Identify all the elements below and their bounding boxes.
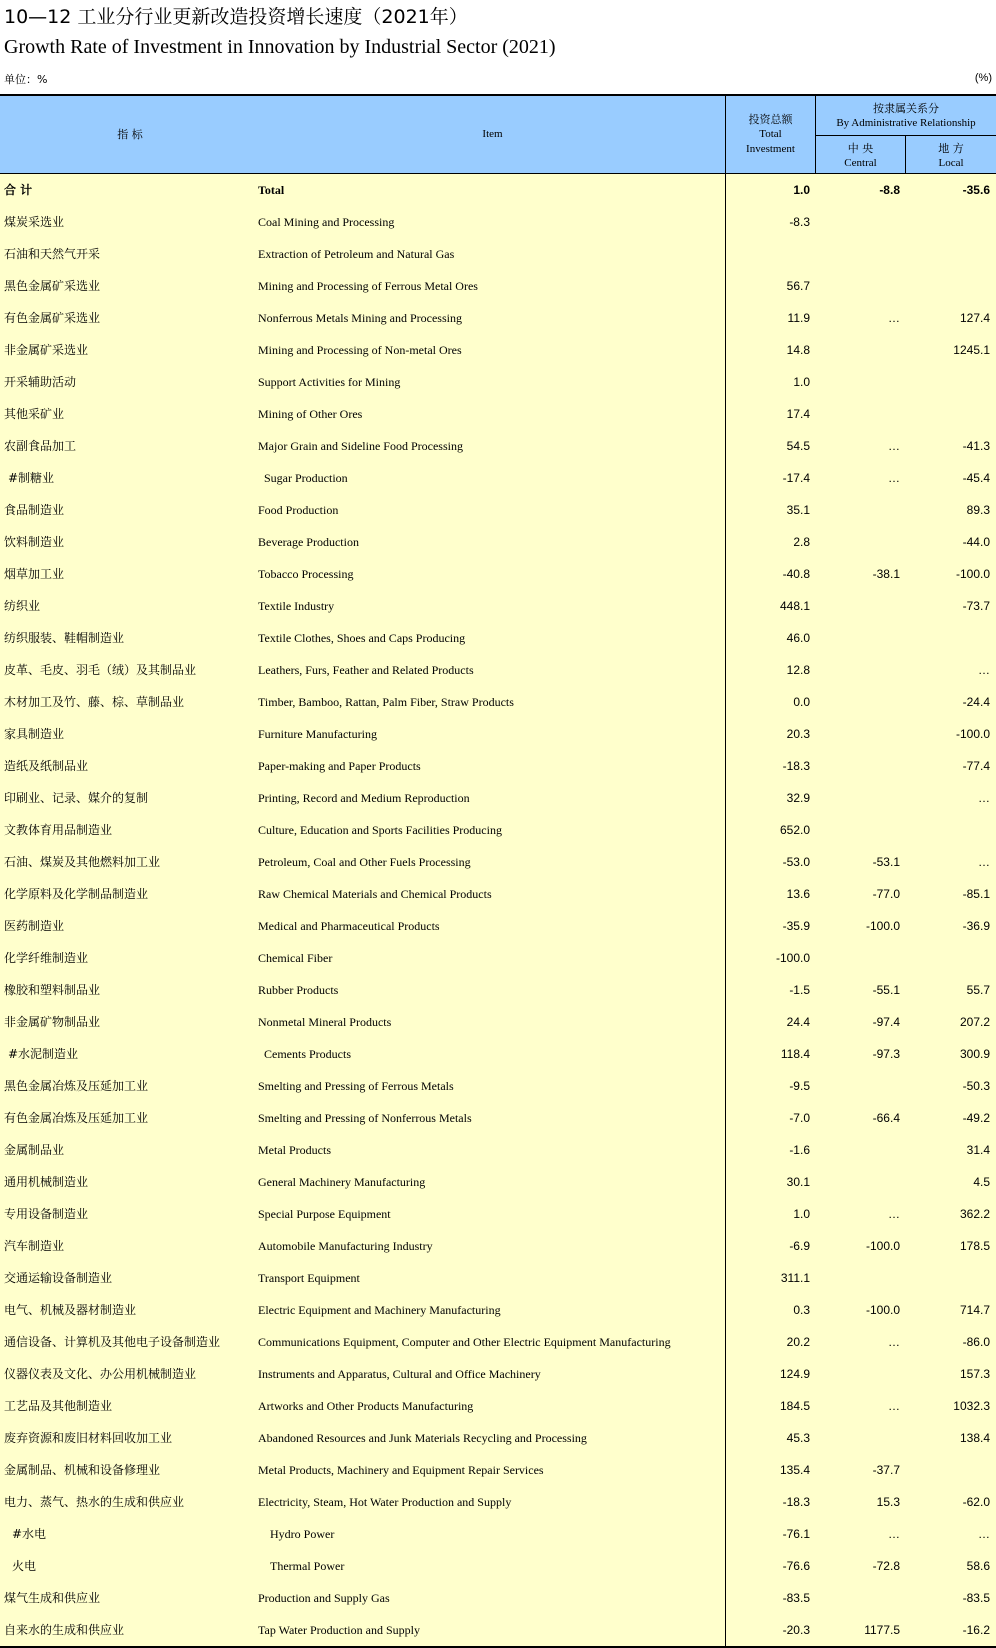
value-local: -45.4 bbox=[962, 471, 990, 485]
row-label-cn: 黑色金属矿采选业 bbox=[4, 279, 101, 293]
row-label-en: Metal Products bbox=[258, 1143, 331, 1157]
table-row bbox=[0, 1038, 996, 1070]
row-label-en: Textile Industry bbox=[258, 599, 335, 613]
row-label-en: Special Purpose Equipment bbox=[258, 1207, 391, 1221]
value-total: 17.4 bbox=[786, 407, 810, 421]
value-total: 24.4 bbox=[786, 1015, 810, 1029]
header-local-en: Local bbox=[938, 157, 964, 169]
row-label-en: Furniture Manufacturing bbox=[258, 727, 377, 741]
value-central: -66.4 bbox=[872, 1111, 900, 1125]
value-local: -77.4 bbox=[962, 759, 990, 773]
header-item: Item bbox=[482, 128, 503, 140]
row-label-en: Rubber Products bbox=[258, 983, 339, 997]
row-label-en: Automobile Manufacturing Industry bbox=[258, 1239, 433, 1253]
value-central: -100.0 bbox=[865, 919, 900, 933]
table-row bbox=[0, 1102, 996, 1134]
value-total: -76.1 bbox=[782, 1527, 810, 1541]
row-label-en: Paper-making and Paper Products bbox=[258, 759, 421, 773]
row-label-en: Instruments and Apparatus, Cultural and Office Machinery bbox=[258, 1367, 541, 1381]
row-label-en: Support Activities for Mining bbox=[258, 375, 401, 389]
value-total: 652.0 bbox=[779, 823, 810, 837]
row-label-en: Raw Chemical Materials and Chemical Products bbox=[258, 887, 492, 901]
row-label-cn: 黑色金属冶炼及压延加工业 bbox=[4, 1079, 149, 1093]
row-label-en: Medical and Pharmaceutical Products bbox=[258, 919, 440, 933]
table-row bbox=[0, 1198, 996, 1230]
table-row bbox=[0, 718, 996, 750]
row-label-cn: 化学原料及化学制品制造业 bbox=[4, 887, 149, 901]
row-label-en: Smelting and Pressing of Ferrous Metals bbox=[258, 1079, 454, 1093]
row-label-cn: 电气、机械及器材制造业 bbox=[4, 1303, 137, 1317]
row-label-en: Thermal Power bbox=[270, 1559, 345, 1573]
row-label-en: Nonferrous Metals Mining and Processing bbox=[258, 311, 462, 325]
value-local: 58.6 bbox=[966, 1559, 990, 1573]
table-row bbox=[0, 238, 996, 270]
value-total: 0.3 bbox=[793, 1303, 810, 1317]
header-indicator: 指 标 bbox=[117, 128, 143, 141]
row-label-cn: 金属制品、机械和设备修理业 bbox=[4, 1463, 161, 1477]
value-total: -1.6 bbox=[789, 1143, 810, 1157]
value-local: 207.2 bbox=[959, 1015, 990, 1029]
row-label-en: Leathers, Furs, Feather and Related Products bbox=[258, 663, 474, 677]
header-total-cn: 投资总额 bbox=[748, 113, 793, 126]
row-label-en: Smelting and Pressing of Nonferrous Metals bbox=[258, 1111, 472, 1125]
value-total: 11.9 bbox=[787, 311, 810, 325]
value-central: -53.1 bbox=[872, 855, 900, 869]
value-total: -20.3 bbox=[782, 1623, 810, 1637]
value-total: -35.9 bbox=[782, 919, 810, 933]
row-label-cn: 通用机械制造业 bbox=[4, 1175, 89, 1189]
value-local: -24.4 bbox=[962, 695, 990, 709]
value-central: -77.0 bbox=[872, 887, 900, 901]
table-row bbox=[0, 814, 996, 846]
row-label-cn: 自来水的生成和供应业 bbox=[4, 1623, 125, 1637]
value-total: -76.6 bbox=[782, 1559, 810, 1573]
row-label-cn: 橡胶和塑料制品业 bbox=[4, 983, 101, 997]
table-row bbox=[0, 1230, 996, 1262]
table-body bbox=[0, 174, 996, 1646]
value-central: … bbox=[888, 311, 900, 325]
row-label-en: Mining and Processing of Non-metal Ores bbox=[258, 343, 462, 357]
value-total: -18.3 bbox=[782, 759, 810, 773]
value-central: … bbox=[888, 471, 900, 485]
value-local: … bbox=[978, 855, 990, 869]
value-local: -73.7 bbox=[962, 599, 990, 613]
table-row bbox=[0, 1358, 996, 1390]
table-row bbox=[0, 1134, 996, 1166]
value-total: -53.0 bbox=[782, 855, 810, 869]
value-total: 14.8 bbox=[786, 343, 810, 357]
value-local: -50.3 bbox=[962, 1079, 990, 1093]
header-group-en: By Administrative Relationship bbox=[836, 116, 976, 129]
row-label-en: Tap Water Production and Supply bbox=[258, 1623, 420, 1637]
row-label-en: Food Production bbox=[258, 503, 339, 517]
table-row bbox=[0, 1454, 996, 1486]
table-row bbox=[0, 1518, 996, 1550]
value-total: 46.0 bbox=[786, 631, 810, 645]
value-total: 1.0 bbox=[793, 375, 810, 389]
table-row bbox=[0, 654, 996, 686]
value-central: -97.3 bbox=[872, 1047, 900, 1061]
value-local: 138.4 bbox=[959, 1431, 990, 1445]
table-row bbox=[0, 1166, 996, 1198]
row-label-en: General Machinery Manufacturing bbox=[258, 1175, 426, 1189]
row-label-en: Abandoned Resources and Junk Materials Recycling and Processing bbox=[258, 1431, 587, 1445]
value-total: -83.5 bbox=[782, 1591, 810, 1605]
row-label-en: Communications Equipment, Computer and Other Electric Equipment Manufacturing bbox=[258, 1335, 671, 1349]
row-label-en: Petroleum, Coal and Other Fuels Processing bbox=[258, 855, 471, 869]
row-label-en: Cements Products bbox=[264, 1047, 351, 1061]
value-central: … bbox=[888, 1527, 900, 1541]
value-total: -100.0 bbox=[775, 951, 810, 965]
value-local: 4.5 bbox=[973, 1175, 990, 1189]
table-row bbox=[0, 270, 996, 302]
value-central: -38.1 bbox=[872, 567, 900, 581]
row-label-cn: 化学纤维制造业 bbox=[4, 951, 89, 965]
value-total: -40.8 bbox=[782, 567, 810, 581]
value-local: -100.0 bbox=[955, 567, 990, 581]
value-central: -100.0 bbox=[865, 1239, 900, 1253]
row-label-cn: 烟草加工业 bbox=[4, 567, 65, 581]
value-total: 12.8 bbox=[786, 663, 810, 677]
row-label-en: Metal Products, Machinery and Equipment Repair Services bbox=[258, 1463, 544, 1477]
row-label-cn: #水泥制造业 bbox=[8, 1047, 79, 1061]
row-label-cn: 皮革、毛皮、羽毛（绒）及其制品业 bbox=[4, 663, 197, 677]
page-title-cn: 10—12 工业分行业更新改造投资增长速度（2021年） bbox=[4, 6, 468, 28]
row-label-en: Total bbox=[258, 183, 285, 197]
table-row bbox=[0, 622, 996, 654]
value-local: 1032.3 bbox=[953, 1399, 990, 1413]
unit-label: 单位：% bbox=[4, 73, 48, 86]
row-label-en: Nonmetal Mineral Products bbox=[258, 1015, 392, 1029]
table-row bbox=[0, 558, 996, 590]
row-label-cn: 火电 bbox=[12, 1559, 37, 1573]
value-central: -55.1 bbox=[872, 983, 900, 997]
table-row bbox=[0, 782, 996, 814]
header-central-en: Central bbox=[844, 157, 877, 169]
value-local: 362.2 bbox=[959, 1207, 990, 1221]
table-row bbox=[0, 1326, 996, 1358]
value-total: 32.9 bbox=[786, 791, 810, 805]
value-local: -16.2 bbox=[962, 1623, 990, 1637]
table-row bbox=[0, 334, 996, 366]
value-central: -100.0 bbox=[865, 1303, 900, 1317]
value-local: -85.1 bbox=[962, 887, 990, 901]
table-row bbox=[0, 366, 996, 398]
value-total: 45.3 bbox=[786, 1431, 810, 1445]
row-label-cn: 有色金属冶炼及压延加工业 bbox=[4, 1111, 149, 1125]
row-label-cn: 合 计 bbox=[4, 183, 33, 197]
table-row bbox=[0, 1390, 996, 1422]
table-row bbox=[0, 974, 996, 1006]
value-total: 20.3 bbox=[786, 727, 810, 741]
row-label-cn: 交通运输设备制造业 bbox=[4, 1271, 113, 1285]
table-row bbox=[0, 526, 996, 558]
table-row bbox=[0, 590, 996, 622]
value-total: 1.0 bbox=[793, 1207, 810, 1221]
value-local: 89.3 bbox=[966, 503, 990, 517]
value-central: 1177.5 bbox=[864, 1623, 900, 1637]
value-central: … bbox=[888, 439, 900, 453]
table-row bbox=[0, 750, 996, 782]
value-local: -36.9 bbox=[962, 919, 990, 933]
row-label-en: Culture, Education and Sports Facilities Producing bbox=[258, 823, 502, 837]
row-label-en: Mining of Other Ores bbox=[258, 407, 363, 421]
row-label-en: Hydro Power bbox=[270, 1527, 335, 1541]
value-total: 20.2 bbox=[786, 1335, 810, 1349]
row-label-cn: 石油和天然气开采 bbox=[4, 247, 101, 261]
row-label-en: Mining and Processing of Ferrous Metal Ores bbox=[258, 279, 478, 293]
table-row bbox=[0, 398, 996, 430]
row-label-en: Sugar Production bbox=[264, 471, 348, 485]
value-total: 124.9 bbox=[779, 1367, 810, 1381]
row-label-cn: 非金属矿物制品业 bbox=[4, 1015, 101, 1029]
value-local: -35.6 bbox=[962, 183, 990, 197]
table-row bbox=[0, 878, 996, 910]
value-central: … bbox=[888, 1335, 900, 1349]
value-central: -72.8 bbox=[872, 1559, 900, 1573]
value-central: … bbox=[888, 1399, 900, 1413]
header-local-cn: 地 方 bbox=[938, 142, 964, 155]
row-label-cn: 煤气生成和供应业 bbox=[4, 1591, 101, 1605]
table-row bbox=[0, 302, 996, 334]
value-local: … bbox=[978, 791, 990, 805]
table-row bbox=[0, 1262, 996, 1294]
table-row bbox=[0, 1070, 996, 1102]
data-table bbox=[0, 94, 996, 1646]
value-local: -86.0 bbox=[962, 1335, 990, 1349]
row-label-cn: 石油、煤炭及其他燃料加工业 bbox=[4, 855, 161, 869]
row-label-cn: 通信设备、计算机及其他电子设备制造业 bbox=[4, 1335, 221, 1349]
row-label-en: Extraction of Petroleum and Natural Gas bbox=[258, 247, 455, 261]
row-label-cn: #水电 bbox=[12, 1527, 47, 1541]
table-row bbox=[0, 686, 996, 718]
row-label-cn: 煤炭采选业 bbox=[4, 215, 65, 229]
table-row bbox=[0, 1550, 996, 1582]
row-label-en: Beverage Production bbox=[258, 535, 359, 549]
row-label-cn: 仪器仪表及文化、办公用机械制造业 bbox=[4, 1367, 197, 1381]
value-local: 157.3 bbox=[959, 1367, 990, 1381]
value-total: -9.5 bbox=[789, 1079, 810, 1093]
value-total: -8.3 bbox=[789, 215, 810, 229]
value-central: -37.7 bbox=[872, 1463, 900, 1477]
row-label-cn: 农副食品加工 bbox=[4, 439, 77, 453]
row-label-cn: 纺织服装、鞋帽制造业 bbox=[4, 631, 125, 645]
table-row bbox=[0, 1582, 996, 1614]
row-label-cn: 金属制品业 bbox=[4, 1143, 65, 1157]
row-label-en: Timber, Bamboo, Rattan, Palm Fiber, Straw Products bbox=[258, 695, 514, 709]
value-total: -1.5 bbox=[789, 983, 810, 997]
table-row bbox=[0, 1486, 996, 1518]
row-label-en: Tobacco Processing bbox=[258, 567, 354, 581]
value-total: 30.1 bbox=[786, 1175, 810, 1189]
header-admin-group bbox=[815, 96, 996, 136]
value-total: -7.0 bbox=[789, 1111, 810, 1125]
value-local: 31.4 bbox=[966, 1143, 990, 1157]
value-total: -17.4 bbox=[782, 471, 810, 485]
row-label-cn: 家具制造业 bbox=[4, 727, 65, 741]
row-label-cn: 造纸及纸制品业 bbox=[4, 759, 89, 773]
table-row bbox=[0, 846, 996, 878]
header-total bbox=[725, 96, 815, 173]
value-local: … bbox=[978, 663, 990, 677]
table-header bbox=[0, 94, 996, 174]
value-local: -41.3 bbox=[962, 439, 990, 453]
row-label-cn: 文教体育用品制造业 bbox=[4, 823, 113, 837]
value-total: 311.1 bbox=[780, 1271, 810, 1285]
table-row bbox=[0, 430, 996, 462]
table-row bbox=[0, 1422, 996, 1454]
value-local: 1245.1 bbox=[953, 343, 990, 357]
value-total: -18.3 bbox=[782, 1495, 810, 1509]
row-label-cn: 开采辅助活动 bbox=[4, 375, 77, 389]
value-total: 2.8 bbox=[793, 535, 810, 549]
value-local: -83.5 bbox=[962, 1591, 990, 1605]
row-label-en: Major Grain and Sideline Food Processing bbox=[258, 439, 463, 453]
value-central: -97.4 bbox=[872, 1015, 900, 1029]
value-local: … bbox=[978, 1527, 990, 1541]
header-central bbox=[815, 136, 905, 176]
value-total: 13.6 bbox=[786, 887, 810, 901]
value-total: 0.0 bbox=[793, 695, 810, 709]
row-label-cn: #制糖业 bbox=[8, 471, 55, 485]
unit-percent-label: (%) bbox=[974, 72, 992, 84]
value-total: 118.4 bbox=[780, 1047, 810, 1061]
value-central: … bbox=[888, 1207, 900, 1221]
row-label-cn: 印刷业、记录、媒介的复制 bbox=[4, 791, 149, 805]
row-label-cn: 纺织业 bbox=[4, 599, 41, 613]
value-total: 35.1 bbox=[786, 503, 810, 517]
value-local: 300.9 bbox=[959, 1047, 990, 1061]
row-label-cn: 专用设备制造业 bbox=[4, 1207, 89, 1221]
value-central: 15.3 bbox=[876, 1495, 900, 1509]
value-local: 127.4 bbox=[959, 311, 990, 325]
value-local: 55.7 bbox=[966, 983, 990, 997]
table-row bbox=[0, 206, 996, 238]
row-label-cn: 饮料制造业 bbox=[4, 535, 65, 549]
table-row bbox=[0, 1006, 996, 1038]
header-group-cn: 按隶属关系分 bbox=[873, 101, 939, 115]
row-label-cn: 电力、蒸气、热水的生成和供应业 bbox=[4, 1495, 185, 1509]
value-total: 448.1 bbox=[779, 599, 810, 613]
header-total-en1: Total bbox=[759, 128, 782, 140]
header-local bbox=[905, 136, 996, 176]
value-central: -8.8 bbox=[879, 183, 900, 197]
row-label-cn: 汽车制造业 bbox=[4, 1239, 65, 1253]
value-total: 54.5 bbox=[786, 439, 810, 453]
value-local: -44.0 bbox=[962, 535, 990, 549]
table-row bbox=[0, 942, 996, 974]
page-title-en: Growth Rate of Investment in Innovation by Industrial Sector (2021) bbox=[4, 36, 556, 58]
row-label-en: Artworks and Other Products Manufacturing bbox=[258, 1399, 474, 1413]
table-row bbox=[0, 1614, 996, 1646]
row-label-en: Chemical Fiber bbox=[258, 951, 333, 965]
value-local: -62.0 bbox=[962, 1495, 990, 1509]
row-label-en: Textile Clothes, Shoes and Caps Producing bbox=[258, 631, 466, 645]
row-label-cn: 废弃资源和废旧材料回收加工业 bbox=[4, 1431, 173, 1445]
table-row bbox=[0, 1294, 996, 1326]
value-total: -6.9 bbox=[789, 1239, 810, 1253]
value-local: 178.5 bbox=[959, 1239, 990, 1253]
row-label-en: Transport Equipment bbox=[258, 1271, 360, 1285]
table-row bbox=[0, 462, 996, 494]
header-total-en2: Investment bbox=[746, 143, 795, 155]
row-label-en: Coal Mining and Processing bbox=[258, 215, 395, 229]
value-local: 714.7 bbox=[959, 1303, 990, 1317]
row-label-en: Electric Equipment and Machinery Manufacturing bbox=[258, 1303, 501, 1317]
row-label-en: Production and Supply Gas bbox=[258, 1591, 390, 1605]
row-label-cn: 工艺品及其他制造业 bbox=[4, 1399, 113, 1413]
value-total: 184.5 bbox=[779, 1399, 810, 1413]
row-label-cn: 木材加工及竹、藤、棕、草制品业 bbox=[4, 695, 185, 709]
value-local: -49.2 bbox=[962, 1111, 990, 1125]
row-label-cn: 医药制造业 bbox=[4, 919, 65, 933]
value-total: 56.7 bbox=[786, 279, 810, 293]
row-label-cn: 有色金属矿采选业 bbox=[4, 311, 101, 325]
row-label-cn: 食品制造业 bbox=[4, 503, 65, 517]
table-row bbox=[0, 910, 996, 942]
row-label-en: Printing, Record and Medium Reproduction bbox=[258, 791, 470, 805]
row-label-en: Electricity, Steam, Hot Water Production and Supply bbox=[258, 1495, 512, 1509]
row-label-cn: 其他采矿业 bbox=[4, 407, 65, 421]
table-row bbox=[0, 174, 996, 206]
table-row bbox=[0, 494, 996, 526]
value-total: 1.0 bbox=[793, 183, 810, 197]
header-central-cn: 中 央 bbox=[847, 142, 874, 155]
value-local: -100.0 bbox=[955, 727, 990, 741]
row-label-cn: 非金属矿采选业 bbox=[4, 343, 89, 357]
value-total: 135.4 bbox=[779, 1463, 810, 1477]
